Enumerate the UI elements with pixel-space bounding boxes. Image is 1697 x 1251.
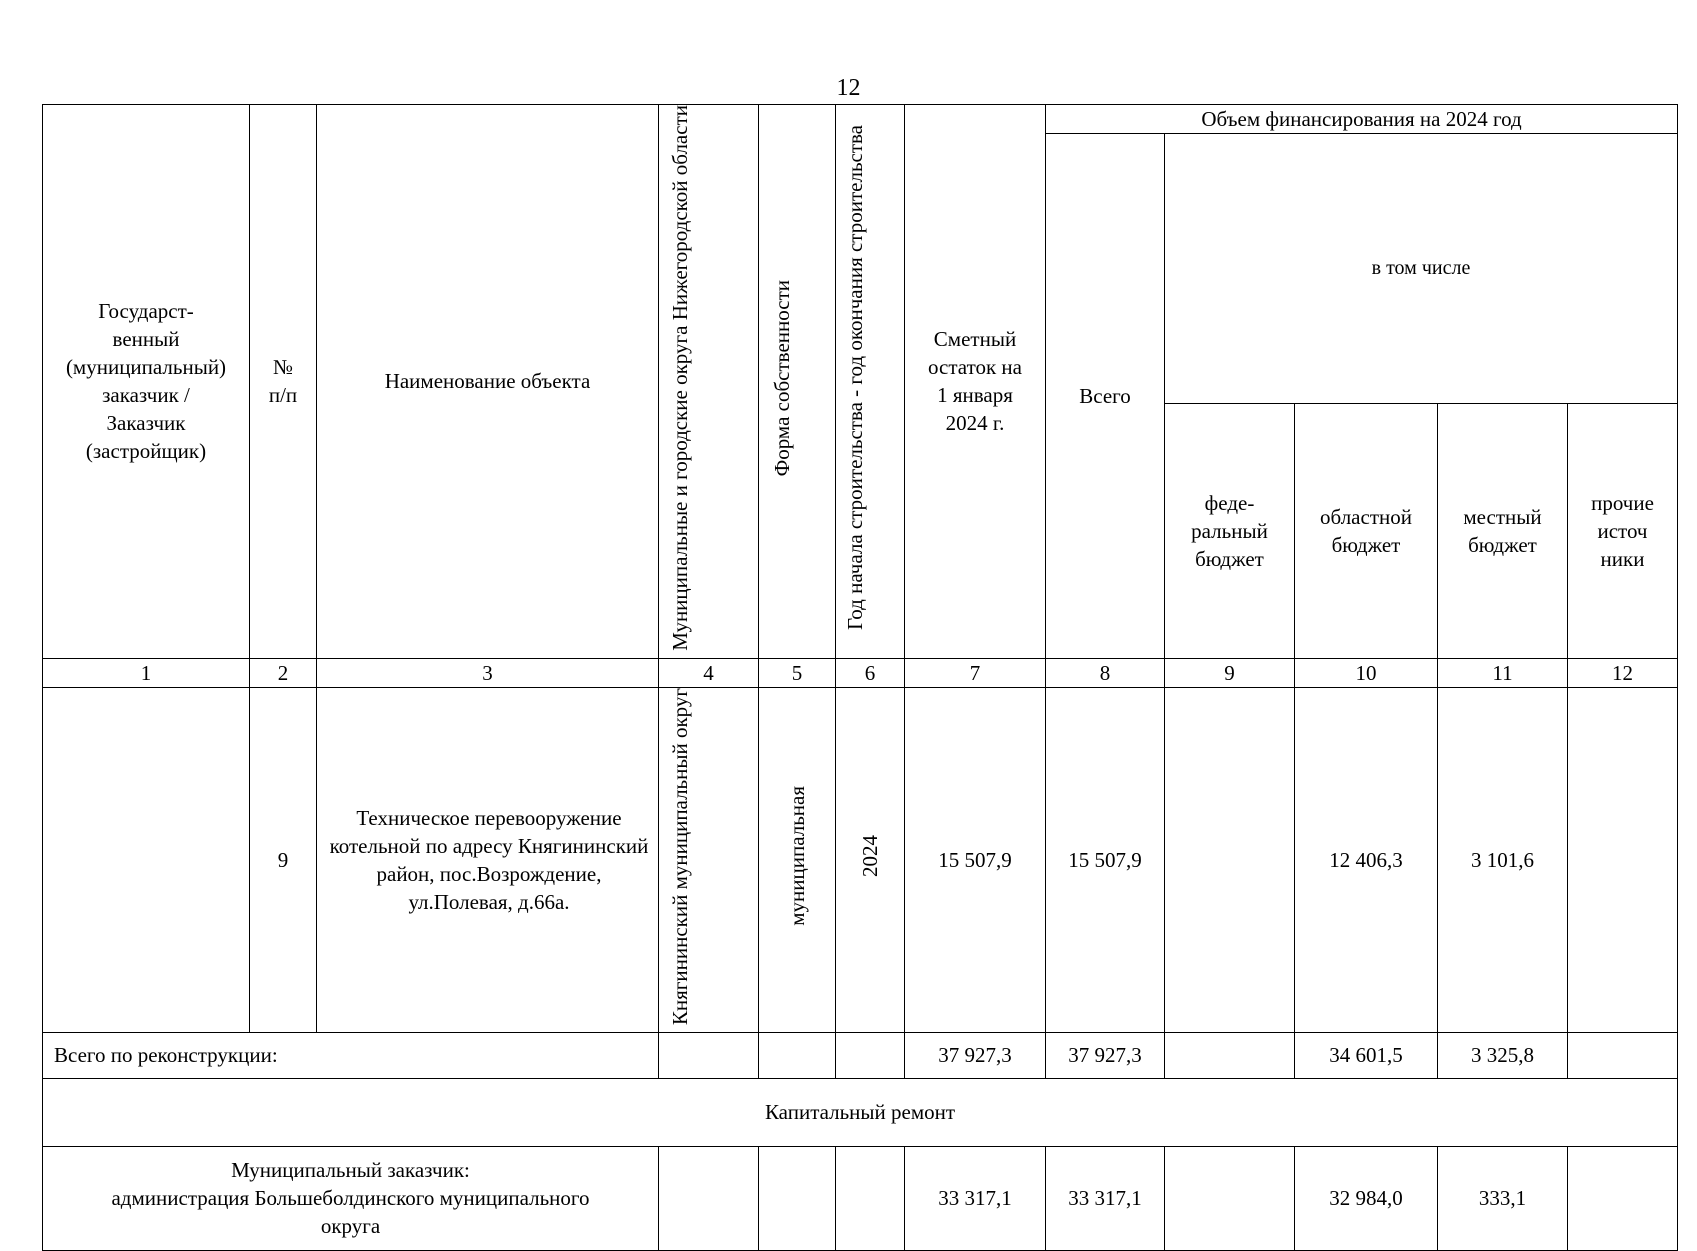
- cell-empty: [759, 1032, 836, 1078]
- header-years-cell: [836, 105, 905, 659]
- cell-estimate-balance: 37 927,3: [905, 1032, 1046, 1078]
- header-years: Год начала строительства - год окончания строительства: [843, 125, 867, 631]
- cell-local: 333,1: [1438, 1146, 1568, 1250]
- page-number: 12: [836, 75, 861, 101]
- column-number: 8: [1046, 658, 1165, 687]
- cell-ownership-wrap: [759, 687, 836, 1032]
- header-federal: феде- ральный бюджет: [1191, 490, 1268, 571]
- column-number: 2: [250, 658, 317, 687]
- cell-years-wrap: [836, 687, 905, 1032]
- cell-total: 15 507,9: [1046, 687, 1165, 1032]
- table-row-object-9: [43, 687, 1678, 1032]
- header-estimate-balance-cell: [905, 105, 1046, 659]
- header-including: в том числе: [1371, 257, 1471, 280]
- cell-estimate-balance: 15 507,9: [905, 687, 1046, 1032]
- column-numbers-row: [43, 658, 1678, 687]
- cell-other: [1568, 1032, 1678, 1078]
- cell-estimate-balance: 33 317,1: [905, 1146, 1046, 1250]
- header-other: прочие источ ники: [1591, 490, 1654, 571]
- header-regional-cell: [1295, 403, 1438, 658]
- table-row-section-title: [43, 1078, 1678, 1146]
- header-regional: областной бюджет: [1320, 504, 1412, 557]
- header-row-1: [43, 105, 1678, 134]
- cell-years: 2024: [857, 835, 882, 878]
- cell-federal: [1165, 1032, 1295, 1078]
- cell-municipal-customer-wrap: [43, 1146, 659, 1250]
- cell-other: [1568, 687, 1678, 1032]
- cell-total: 37 927,3: [1046, 1032, 1165, 1078]
- header-local: местный бюджет: [1463, 504, 1542, 557]
- cell-empty: [836, 1146, 905, 1250]
- cell-customer: [43, 687, 250, 1032]
- column-number: 6: [836, 658, 905, 687]
- column-number: 1: [43, 658, 250, 687]
- header-including-cell: [1165, 134, 1678, 404]
- cell-empty: [836, 1032, 905, 1078]
- header-municipality-cell: [659, 105, 759, 659]
- cell-municipal-customer: Муниципальный заказчик: администрация Большеболдинского муниципального округа: [111, 1158, 590, 1239]
- section-title: Капитальный ремонт: [764, 1100, 956, 1125]
- header-municipality: Муниципальные и городские округа Нижегородской области: [667, 105, 692, 651]
- cell-total: 33 317,1: [1046, 1146, 1165, 1250]
- cell-empty: [659, 1032, 759, 1078]
- column-number: 9: [1165, 658, 1295, 687]
- cell-municipality: Княгининский муниципальный округ: [667, 687, 692, 1025]
- column-number: 11: [1438, 658, 1568, 687]
- cell-other: [1568, 1146, 1678, 1250]
- header-ownership-cell: [759, 105, 836, 659]
- column-number: 10: [1295, 658, 1438, 687]
- cell-regional: 34 601,5: [1295, 1032, 1438, 1078]
- cell-number: 9: [250, 687, 317, 1032]
- cell-municipality-wrap: [659, 687, 759, 1032]
- column-number: 5: [759, 658, 836, 687]
- header-federal-cell: [1165, 403, 1295, 658]
- column-number: 4: [659, 658, 759, 687]
- cell-ownership: муниципальная: [784, 786, 809, 927]
- financing-table: [42, 104, 1678, 1251]
- cell-regional: 12 406,3: [1295, 687, 1438, 1032]
- cell-local: 3 101,6: [1438, 687, 1568, 1032]
- section-title-cell: [43, 1078, 1678, 1146]
- table-row-municipal-customer: [43, 1146, 1678, 1250]
- header-total: Всего: [1079, 383, 1131, 408]
- header-customer: Государст- венный (муниципальный) заказчик / Заказчик (застройщик): [65, 299, 227, 464]
- column-number: 3: [317, 658, 659, 687]
- table-row-reconstruction-total: [43, 1032, 1678, 1078]
- column-number: 12: [1568, 658, 1678, 687]
- cell-federal: [1165, 1146, 1295, 1250]
- header-estimate-balance: Сметный остаток на 1 января 2024 г.: [928, 327, 1022, 436]
- header-object-name-cell: [317, 105, 659, 659]
- header-customer-cell: [43, 105, 250, 659]
- cell-reconstruction-label: Всего по реконструкции:: [43, 1032, 659, 1078]
- header-ownership: Форма собственности: [770, 279, 794, 477]
- header-number-cell: [250, 105, 317, 659]
- cell-empty: [659, 1146, 759, 1250]
- header-number: № п/п: [268, 355, 298, 408]
- header-total-cell: [1046, 134, 1165, 659]
- cell-regional: 32 984,0: [1295, 1146, 1438, 1250]
- cell-empty: [759, 1146, 836, 1250]
- header-funding-group: Объем финансирования на 2024 год: [1201, 107, 1522, 131]
- cell-object-name: Техническое перевооружение котельной по адресу Княгининский район, пос.Возрождение, ул.Полевая, д.66а.: [317, 687, 659, 1032]
- header-local-cell: [1438, 403, 1568, 658]
- column-number: 7: [905, 658, 1046, 687]
- header-object-name: Наименование объекта: [384, 369, 591, 394]
- header-other-cell: [1568, 403, 1678, 658]
- cell-federal: [1165, 687, 1295, 1032]
- header-funding-group-cell: [1046, 105, 1678, 134]
- cell-local: 3 325,8: [1438, 1032, 1568, 1078]
